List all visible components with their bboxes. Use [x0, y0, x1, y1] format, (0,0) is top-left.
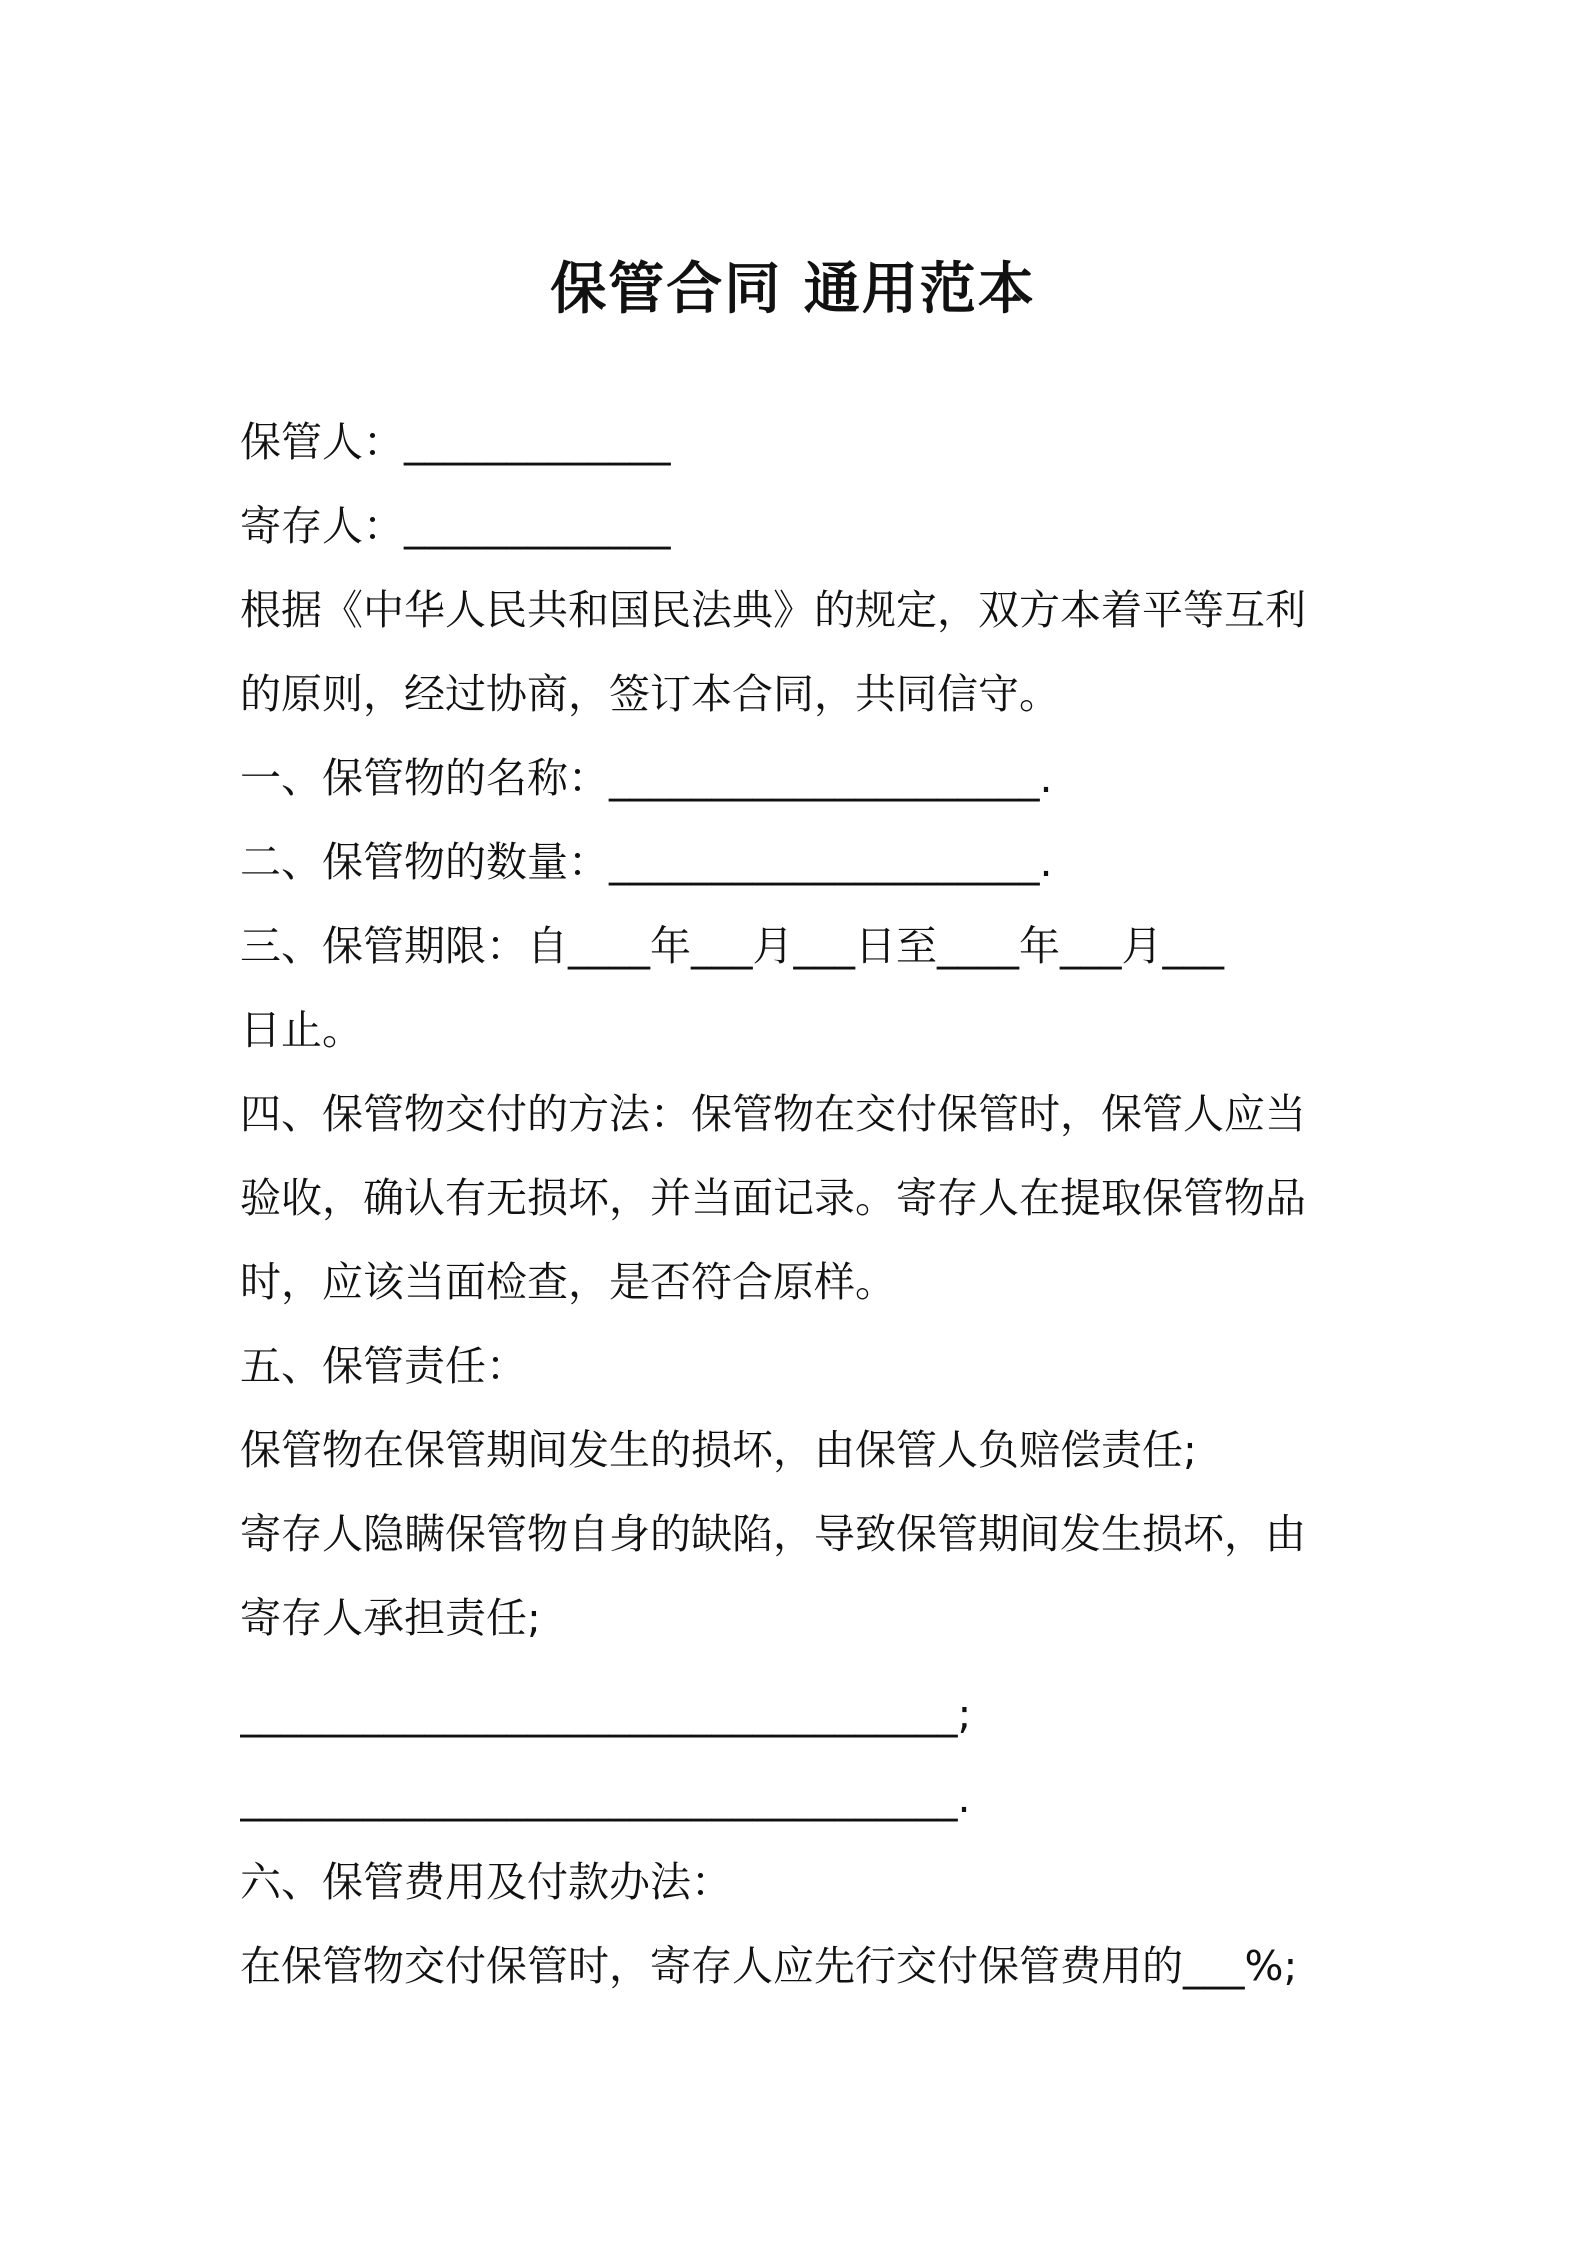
clause-5-item-2-line-1: 寄存人隐瞒保管物自身的缺陷，导致保管期间发生损坏，由: [240, 1510, 1306, 1558]
custodian-line: 保管人：_____________: [240, 418, 671, 466]
clause-4-delivery-line-1: 四、保管物交付的方法：保管物在交付保管时，保管人应当: [240, 1090, 1306, 1138]
clause-2-item-quantity: 二、保管物的数量：_____________________.: [240, 838, 1053, 886]
clause-5-item-1: 保管物在保管期间发生的损坏，由保管人负赔偿责任;: [240, 1426, 1197, 1474]
clause-5-item-2-line-2: 寄存人承担责任;: [240, 1594, 541, 1642]
clause-5-blank-1: ___________________________________;: [240, 1690, 972, 1738]
clause-4-delivery-line-2: 验收，确认有无损坏，并当面记录。寄存人在提取保管物品: [240, 1174, 1306, 1222]
clause-1-item-name: 一、保管物的名称：_____________________.: [240, 754, 1053, 802]
clause-5-heading: 五、保管责任：: [240, 1342, 527, 1390]
preamble-line-1: 根据《中华人民共和国民法典》的规定，双方本着平等互利: [240, 586, 1306, 634]
document-title: 保管合同 通用范本: [550, 257, 1036, 322]
clause-3-period-line-2: 日止。: [240, 1006, 363, 1054]
preamble-line-2: 的原则，经过协商，签订本合同，共同信守。: [240, 670, 1060, 718]
clause-6-heading: 六、保管费用及付款办法：: [240, 1858, 732, 1906]
clause-6-item-1: 在保管物交付保管时，寄存人应先行交付保管费用的___%;: [240, 1942, 1298, 1990]
clause-5-blank-2: ___________________________________.: [240, 1774, 971, 1822]
clause-4-delivery-line-3: 时，应该当面检查，是否符合原样。: [240, 1258, 896, 1306]
clause-3-period-line-1: 三、保管期限：自____年___月___日至____年___月___: [240, 922, 1224, 970]
depositor-line: 寄存人：_____________: [240, 502, 671, 550]
